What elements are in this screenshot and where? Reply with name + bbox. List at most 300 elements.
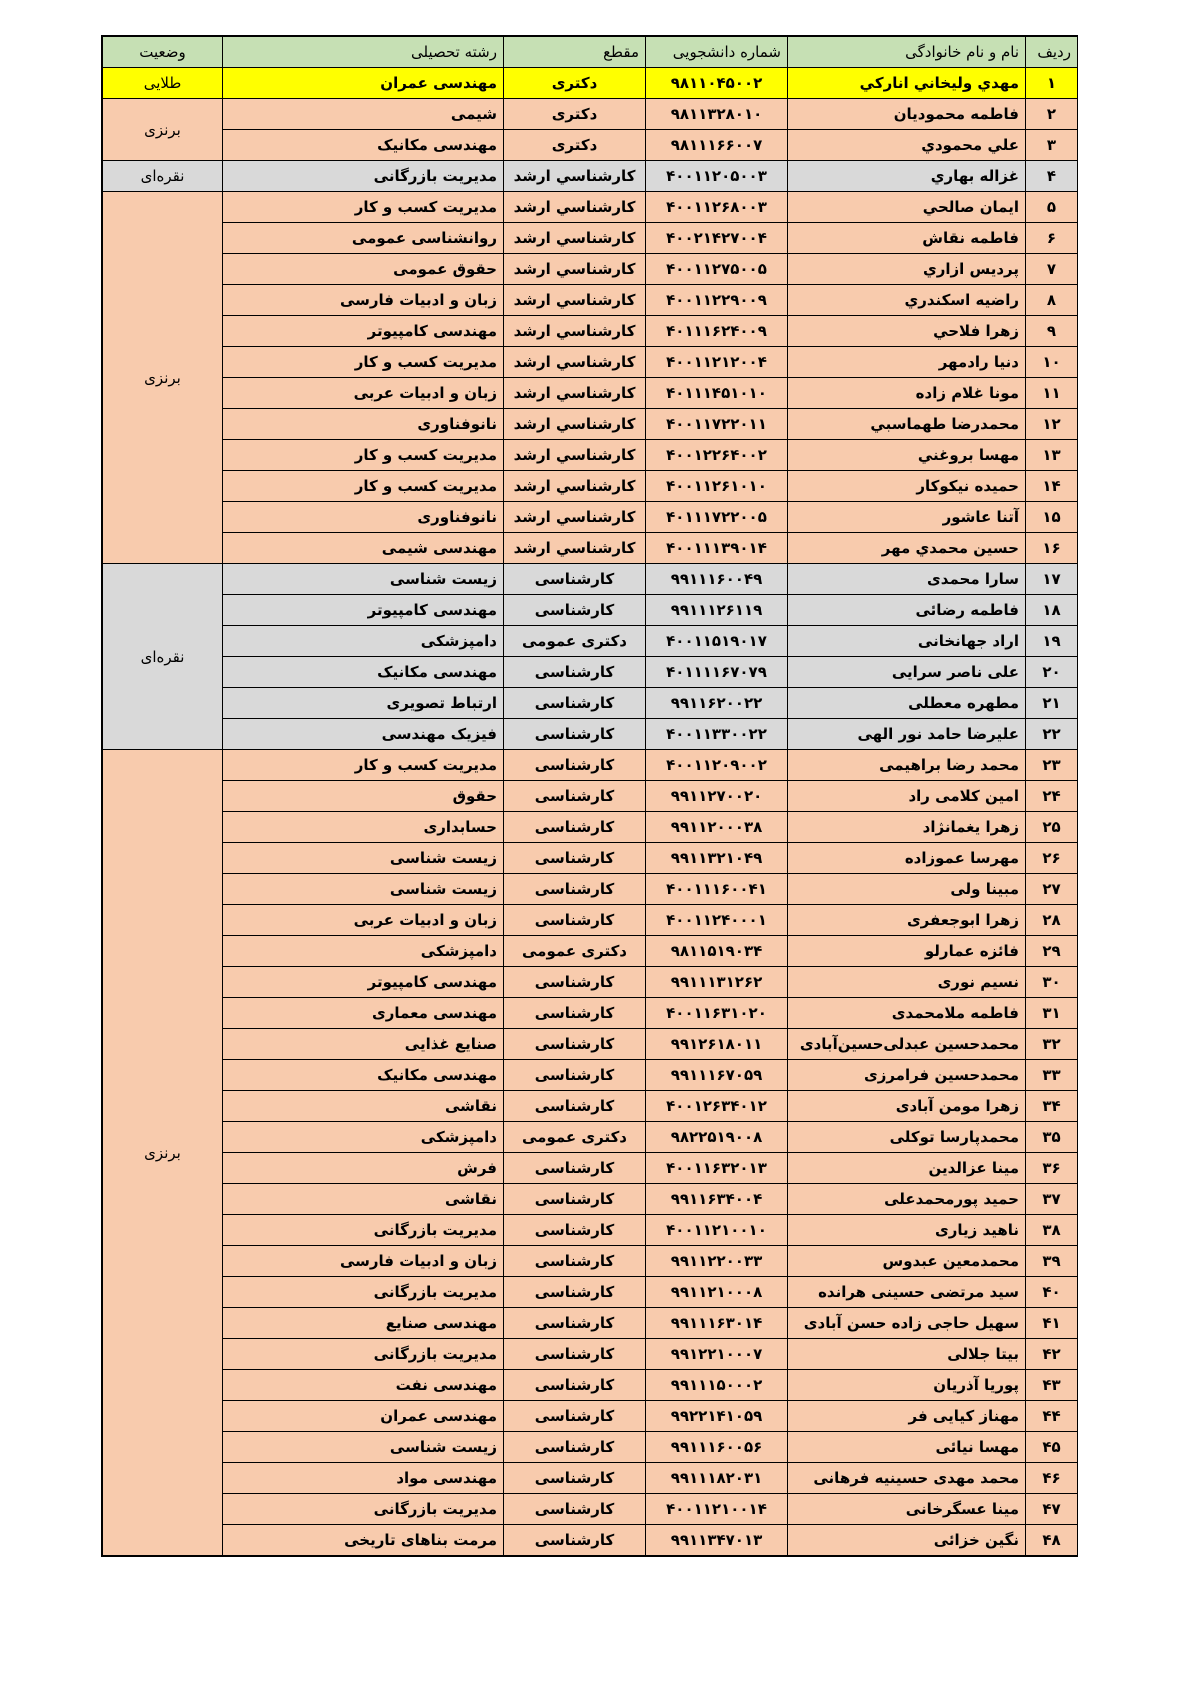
field-of-study: مدیریت بازرگانی (223, 1494, 504, 1525)
degree-level: کارشناسی (504, 1339, 646, 1370)
student-id: ۹۹۱۱۶۳۴۰۰۴ (646, 1184, 788, 1215)
student-id: ۹۹۱۱۱۵۰۰۰۲ (646, 1370, 788, 1401)
field-of-study: دامپزشکی (223, 626, 504, 657)
degree-level: کارشناسي ارشد (504, 378, 646, 409)
header-idx: ردیف (1026, 37, 1078, 68)
degree-level: کارشناسی (504, 1401, 646, 1432)
student-name: محمدحسین عبدلی‌حسین‌آبادی (788, 1029, 1026, 1060)
row-index: ۱۱ (1026, 378, 1078, 409)
table-row (103, 533, 1078, 564)
row-index: ۲۰ (1026, 657, 1078, 688)
student-name: محمدمعین عبدوس (788, 1246, 1026, 1277)
field-of-study: زبان و ادبیات عربی (223, 905, 504, 936)
table-row (103, 1153, 1078, 1184)
table-row (103, 626, 1078, 657)
student-name: زهرا مومن آبادی (788, 1091, 1026, 1122)
degree-level: کارشناسی (504, 998, 646, 1029)
field-of-study: مهندسی مکانیک (223, 130, 504, 161)
student-name: علی ناصر سرایی (788, 657, 1026, 688)
degree-level: کارشناسي ارشد (504, 471, 646, 502)
degree-level: دکتری عمومی (504, 626, 646, 657)
row-index: ۴۱ (1026, 1308, 1078, 1339)
field-of-study: مهندسی عمران (223, 1401, 504, 1432)
student-name: پرديس ازاري (788, 254, 1026, 285)
student-id: ۹۸۱۱۰۴۵۰۰۲ (646, 68, 788, 99)
field-of-study: فرش (223, 1153, 504, 1184)
student-name: نگین خزائی (788, 1525, 1026, 1556)
row-index: ۴۲ (1026, 1339, 1078, 1370)
field-of-study: مدیریت کسب و کار (223, 750, 504, 781)
student-name: محمدرضا طهماسبي (788, 409, 1026, 440)
degree-level: کارشناسی (504, 1525, 646, 1556)
table-row (103, 223, 1078, 254)
row-index: ۱ (1026, 68, 1078, 99)
student-name: محمدحسین فرامرزی (788, 1060, 1026, 1091)
field-of-study: مهندسی کامپیوتر (223, 595, 504, 626)
table-row (103, 1184, 1078, 1215)
table-row (103, 750, 1078, 781)
student-id: ۹۹۱۲۶۱۸۰۱۱ (646, 1029, 788, 1060)
row-index: ۲۵ (1026, 812, 1078, 843)
student-name: مهسا نیائی (788, 1432, 1026, 1463)
student-id: ۴۰۱۱۱۷۲۲۰۰۵ (646, 502, 788, 533)
field-of-study: مدیریت بازرگانی (223, 1339, 504, 1370)
table-row (103, 1525, 1078, 1556)
row-index: ۳۰ (1026, 967, 1078, 998)
row-index: ۸ (1026, 285, 1078, 316)
field-of-study: مهندسی معماری (223, 998, 504, 1029)
field-of-study: مهندسی کامپیوتر (223, 316, 504, 347)
student-id: ۹۸۱۱۳۲۸۰۱۰ (646, 99, 788, 130)
degree-level: دکتری عمومی (504, 1122, 646, 1153)
student-name: حميده نيکوکار (788, 471, 1026, 502)
degree-level: کارشناسي ارشد (504, 192, 646, 223)
field-of-study: زیست شناسی (223, 564, 504, 595)
student-id: ۴۰۰۱۱۲۶۸۰۰۳ (646, 192, 788, 223)
table-row (103, 1215, 1078, 1246)
student-id: ۴۰۱۱۱۶۲۴۰۰۹ (646, 316, 788, 347)
table-row (103, 1401, 1078, 1432)
student-name: مینا عسگرخانی (788, 1494, 1026, 1525)
student-id: ۹۹۱۱۳۲۱۰۴۹ (646, 843, 788, 874)
student-name: زهرا فلاحي (788, 316, 1026, 347)
field-of-study: روانشناسی عمومی (223, 223, 504, 254)
row-index: ۳۹ (1026, 1246, 1078, 1277)
row-index: ۷ (1026, 254, 1078, 285)
student-name: نسیم نوری (788, 967, 1026, 998)
degree-level: کارشناسي ارشد (504, 254, 646, 285)
table-row (103, 471, 1078, 502)
table-row (103, 1246, 1078, 1277)
student-id: ۴۰۰۱۱۷۲۲۰۱۱ (646, 409, 788, 440)
table-body (103, 68, 1078, 1556)
field-of-study: ارتباط تصویری (223, 688, 504, 719)
table-row (103, 595, 1078, 626)
student-id: ۴۰۰۲۱۴۲۷۰۰۴ (646, 223, 788, 254)
row-index: ۲۴ (1026, 781, 1078, 812)
status-badge: طلایی (103, 68, 223, 99)
status-badge: برنزی (103, 192, 223, 564)
table-row (103, 99, 1078, 130)
field-of-study: زیست شناسی (223, 1432, 504, 1463)
degree-level: کارشناسی (504, 1277, 646, 1308)
degree-level: دکتری (504, 130, 646, 161)
table-row (103, 1370, 1078, 1401)
row-index: ۶ (1026, 223, 1078, 254)
table-row (103, 998, 1078, 1029)
student-id: ۹۹۱۱۱۶۷۰۵۹ (646, 1060, 788, 1091)
student-name: زهرا یغمانژاد (788, 812, 1026, 843)
header-status: وضعیت (103, 37, 223, 68)
row-index: ۲۶ (1026, 843, 1078, 874)
student-id: ۹۹۱۱۱۸۲۰۳۱ (646, 1463, 788, 1494)
row-index: ۳ (1026, 130, 1078, 161)
degree-level: کارشناسی (504, 1060, 646, 1091)
field-of-study: نانوفناوری (223, 502, 504, 533)
student-id: ۹۹۱۱۲۷۰۰۲۰ (646, 781, 788, 812)
field-of-study: مهندسی مکانیک (223, 657, 504, 688)
row-index: ۱۲ (1026, 409, 1078, 440)
row-index: ۲۲ (1026, 719, 1078, 750)
student-name: سید مرتضی حسینی هرانده (788, 1277, 1026, 1308)
student-name: مهناز کیایی فر (788, 1401, 1026, 1432)
student-id: ۹۹۱۱۱۲۶۱۱۹ (646, 595, 788, 626)
row-index: ۳۳ (1026, 1060, 1078, 1091)
student-id: ۴۰۰۱۱۲۴۰۰۰۱ (646, 905, 788, 936)
student-id: ۹۹۱۱۲۲۰۰۳۳ (646, 1246, 788, 1277)
row-index: ۱۵ (1026, 502, 1078, 533)
table-row (103, 1091, 1078, 1122)
table-row (103, 1277, 1078, 1308)
table-row (103, 936, 1078, 967)
table-row (103, 657, 1078, 688)
student-id: ۴۰۰۱۱۶۳۲۰۱۳ (646, 1153, 788, 1184)
degree-level: کارشناسی (504, 1494, 646, 1525)
degree-level: کارشناسی (504, 1153, 646, 1184)
student-name: آتنا عاشور (788, 502, 1026, 533)
degree-level: کارشناسی (504, 1463, 646, 1494)
degree-level: کارشناسي ارشد (504, 533, 646, 564)
degree-level: کارشناسی (504, 750, 646, 781)
student-name: اراد جهانخانی (788, 626, 1026, 657)
row-index: ۳۸ (1026, 1215, 1078, 1246)
table-row (103, 1122, 1078, 1153)
field-of-study: دامپزشکی (223, 1122, 504, 1153)
degree-level: کارشناسی (504, 688, 646, 719)
student-name: مبینا ولی (788, 874, 1026, 905)
degree-level: دکتری عمومی (504, 936, 646, 967)
degree-level: کارشناسی (504, 781, 646, 812)
student-table (102, 36, 1078, 1556)
degree-level: کارشناسي ارشد (504, 285, 646, 316)
degree-level: کارشناسي ارشد (504, 223, 646, 254)
header-student-id: شماره دانشجویی (646, 37, 788, 68)
table-row (103, 1432, 1078, 1463)
table-row (103, 781, 1078, 812)
student-name: راضيه اسکندري (788, 285, 1026, 316)
degree-level: کارشناسي ارشد (504, 347, 646, 378)
student-name: سهیل حاجی زاده حسن آبادی (788, 1308, 1026, 1339)
degree-level: کارشناسي ارشد (504, 161, 646, 192)
field-of-study: مهندسی مکانیک (223, 1060, 504, 1091)
row-index: ۴۳ (1026, 1370, 1078, 1401)
student-name: مونا غلام زاده (788, 378, 1026, 409)
student-name: محمد مهدی حسینیه فرهانی (788, 1463, 1026, 1494)
row-index: ۴۶ (1026, 1463, 1078, 1494)
table-row (103, 719, 1078, 750)
degree-level: دکتری (504, 68, 646, 99)
student-name: محمد رضا براهیمی (788, 750, 1026, 781)
student-id: ۹۹۱۱۱۶۳۰۱۴ (646, 1308, 788, 1339)
header-field: رشته تحصیلی (223, 37, 504, 68)
student-name: محمدپارسا توکلی (788, 1122, 1026, 1153)
field-of-study: نانوفناوری (223, 409, 504, 440)
student-name: حمید پورمحمدعلی (788, 1184, 1026, 1215)
table-row (103, 1060, 1078, 1091)
table-row (103, 161, 1078, 192)
table-row (103, 285, 1078, 316)
student-name: فاطمه ملامحمدی (788, 998, 1026, 1029)
degree-level: دکتری (504, 99, 646, 130)
student-id: ۴۰۰۱۱۲۱۰۰۱۰ (646, 1215, 788, 1246)
table-row (103, 316, 1078, 347)
student-id: ۴۰۰۱۱۲۱۲۰۰۴ (646, 347, 788, 378)
status-badge: نقره‌ای (103, 161, 223, 192)
student-id: ۴۰۰۱۱۶۳۱۰۲۰ (646, 998, 788, 1029)
degree-level: کارشناسی (504, 657, 646, 688)
student-name: امین کلامی راد (788, 781, 1026, 812)
student-id: ۴۰۱۱۱۱۶۷۰۷۹ (646, 657, 788, 688)
field-of-study: مهندسی صنایع (223, 1308, 504, 1339)
table-row (103, 843, 1078, 874)
header-grade: مقطع (504, 37, 646, 68)
field-of-study: مدیریت کسب و کار (223, 192, 504, 223)
student-name: علیرضا حامد نور الهی (788, 719, 1026, 750)
student-name: مطهره معطلی (788, 688, 1026, 719)
degree-level: کارشناسی (504, 843, 646, 874)
student-name: سارا محمدی (788, 564, 1026, 595)
degree-level: کارشناسی (504, 595, 646, 626)
table-row (103, 409, 1078, 440)
student-id: ۹۸۱۱۵۱۹۰۳۴ (646, 936, 788, 967)
row-index: ۲۸ (1026, 905, 1078, 936)
field-of-study: زیست شناسی (223, 874, 504, 905)
degree-level: کارشناسی (504, 1029, 646, 1060)
degree-level: کارشناسی (504, 1184, 646, 1215)
student-name: حسين محمدي مهر (788, 533, 1026, 564)
degree-level: کارشناسی (504, 1091, 646, 1122)
student-id: ۹۸۲۲۵۱۹۰۰۸ (646, 1122, 788, 1153)
table-row (103, 1463, 1078, 1494)
field-of-study: نقاشی (223, 1184, 504, 1215)
row-index: ۱۸ (1026, 595, 1078, 626)
degree-level: کارشناسی (504, 719, 646, 750)
field-of-study: صنایع غذایی (223, 1029, 504, 1060)
student-id: ۴۰۱۱۱۴۵۱۰۱۰ (646, 378, 788, 409)
degree-level: کارشناسی (504, 905, 646, 936)
row-index: ۱۰ (1026, 347, 1078, 378)
table-row (103, 1308, 1078, 1339)
table-row (103, 130, 1078, 161)
row-index: ۴ (1026, 161, 1078, 192)
degree-level: کارشناسي ارشد (504, 316, 646, 347)
student-name: غزاله بهاري (788, 161, 1026, 192)
student-id: ۴۰۰۱۱۲۶۱۰۱۰ (646, 471, 788, 502)
table-row (103, 874, 1078, 905)
row-index: ۱۷ (1026, 564, 1078, 595)
table-row (103, 1494, 1078, 1525)
row-index: ۱۶ (1026, 533, 1078, 564)
student-id: ۹۹۱۱۳۴۷۰۱۳ (646, 1525, 788, 1556)
row-index: ۲ (1026, 99, 1078, 130)
student-name: فائزه عمارلو (788, 936, 1026, 967)
student-id: ۹۹۱۱۱۶۰۰۴۹ (646, 564, 788, 595)
field-of-study: زبان و ادبیات فارسی (223, 1246, 504, 1277)
student-name: مهسا بروغني (788, 440, 1026, 471)
field-of-study: فیزیک مهندسی (223, 719, 504, 750)
degree-level: کارشناسي ارشد (504, 409, 646, 440)
student-id: ۴۰۰۱۲۲۶۴۰۰۲ (646, 440, 788, 471)
student-id: ۹۹۱۱۱۳۱۲۶۲ (646, 967, 788, 998)
table-row (103, 502, 1078, 533)
table-row (103, 68, 1078, 99)
degree-level: کارشناسی (504, 1215, 646, 1246)
student-name: مینا عزالدین (788, 1153, 1026, 1184)
row-index: ۳۷ (1026, 1184, 1078, 1215)
row-index: ۳۶ (1026, 1153, 1078, 1184)
field-of-study: مهندسی عمران (223, 68, 504, 99)
student-name: فاطمه رضائی (788, 595, 1026, 626)
field-of-study: مدیریت بازرگانی (223, 1277, 504, 1308)
row-index: ۲۱ (1026, 688, 1078, 719)
student-name: فاطمه محموديان (788, 99, 1026, 130)
student-id: ۴۰۰۱۱۲۱۰۰۱۴ (646, 1494, 788, 1525)
field-of-study: دامپزشکی (223, 936, 504, 967)
student-id: ۹۹۲۲۱۴۱۰۵۹ (646, 1401, 788, 1432)
degree-level: کارشناسی (504, 812, 646, 843)
student-name: فاطمه نقاش (788, 223, 1026, 254)
student-name: دنيا رادمهر (788, 347, 1026, 378)
field-of-study: حقوق عمومی (223, 254, 504, 285)
status-badge: برنزی (103, 750, 223, 1556)
row-index: ۳۵ (1026, 1122, 1078, 1153)
row-index: ۲۷ (1026, 874, 1078, 905)
row-index: ۹ (1026, 316, 1078, 347)
student-id: ۹۹۱۱۶۲۰۰۲۲ (646, 688, 788, 719)
degree-level: کارشناسی (504, 564, 646, 595)
field-of-study: مدیریت کسب و کار (223, 347, 504, 378)
table-row (103, 378, 1078, 409)
field-of-study: زیست شناسی (223, 843, 504, 874)
row-index: ۱۳ (1026, 440, 1078, 471)
student-id: ۴۰۰۱۱۱۶۰۰۴۱ (646, 874, 788, 905)
degree-level: کارشناسی (504, 967, 646, 998)
student-id: ۴۰۰۱۲۶۳۴۰۱۲ (646, 1091, 788, 1122)
student-id: ۹۹۱۲۲۱۰۰۰۷ (646, 1339, 788, 1370)
student-id: ۴۰۰۱۱۲۰۵۰۰۳ (646, 161, 788, 192)
student-name: زهرا ابوجعفری (788, 905, 1026, 936)
field-of-study: نقاشی (223, 1091, 504, 1122)
field-of-study: زبان و ادبیات عربی (223, 378, 504, 409)
row-index: ۴۴ (1026, 1401, 1078, 1432)
student-id: ۹۸۱۱۱۶۶۰۰۷ (646, 130, 788, 161)
degree-level: کارشناسی (504, 1246, 646, 1277)
table-row (103, 1339, 1078, 1370)
field-of-study: شیمی (223, 99, 504, 130)
student-name: پوریا آذریان (788, 1370, 1026, 1401)
field-of-study: حقوق (223, 781, 504, 812)
field-of-study: مهندسی شیمی (223, 533, 504, 564)
student-name: مهدي وليخاني انارکي (788, 68, 1026, 99)
field-of-study: مهندسی مواد (223, 1463, 504, 1494)
degree-level: کارشناسي ارشد (504, 502, 646, 533)
row-index: ۱۴ (1026, 471, 1078, 502)
degree-level: کارشناسی (504, 1308, 646, 1339)
student-id: ۴۰۰۱۱۳۳۰۰۲۲ (646, 719, 788, 750)
student-id: ۴۰۰۱۱۲۷۵۰۰۵ (646, 254, 788, 285)
row-index: ۴۷ (1026, 1494, 1078, 1525)
student-name: ايمان صالحي (788, 192, 1026, 223)
field-of-study: مدیریت کسب و کار (223, 471, 504, 502)
table-row (103, 192, 1078, 223)
row-index: ۲۹ (1026, 936, 1078, 967)
table-row (103, 812, 1078, 843)
row-index: ۳۱ (1026, 998, 1078, 1029)
field-of-study: حسابداری (223, 812, 504, 843)
student-id: ۹۹۱۱۱۶۰۰۵۶ (646, 1432, 788, 1463)
field-of-study: مدیریت کسب و کار (223, 440, 504, 471)
table-row (103, 347, 1078, 378)
row-index: ۳۴ (1026, 1091, 1078, 1122)
table-row (103, 905, 1078, 936)
degree-level: کارشناسی (504, 1432, 646, 1463)
row-index: ۱۹ (1026, 626, 1078, 657)
student-id: ۴۰۰۱۱۵۱۹۰۱۷ (646, 626, 788, 657)
field-of-study: مرمت بناهای تاریخی (223, 1525, 504, 1556)
row-index: ۴۵ (1026, 1432, 1078, 1463)
table-row (103, 1029, 1078, 1060)
field-of-study: مدیریت بازرگانی (223, 1215, 504, 1246)
row-index: ۴۰ (1026, 1277, 1078, 1308)
table-row (103, 967, 1078, 998)
student-name: بیتا جلالی (788, 1339, 1026, 1370)
student-name: مهرسا عموزاده (788, 843, 1026, 874)
field-of-study: مهندسی نفت (223, 1370, 504, 1401)
field-of-study: مهندسی کامپیوتر (223, 967, 504, 998)
degree-level: کارشناسي ارشد (504, 440, 646, 471)
header-name: نام و نام خانوادگی (788, 37, 1026, 68)
student-id: ۴۰۰۱۱۲۲۹۰۰۹ (646, 285, 788, 316)
student-id: ۴۰۰۱۱۲۰۹۰۰۲ (646, 750, 788, 781)
student-id: ۹۹۱۱۲۰۰۰۳۸ (646, 812, 788, 843)
row-index: ۳۲ (1026, 1029, 1078, 1060)
table-row (103, 564, 1078, 595)
student-table-sheet (101, 35, 1078, 1557)
student-id: ۹۹۱۱۲۱۰۰۰۸ (646, 1277, 788, 1308)
table-row (103, 254, 1078, 285)
header-row (103, 37, 1078, 68)
row-index: ۴۸ (1026, 1525, 1078, 1556)
student-name: ناهید زیاری (788, 1215, 1026, 1246)
student-id: ۴۰۰۱۱۱۳۹۰۱۴ (646, 533, 788, 564)
status-badge: برنزی (103, 99, 223, 161)
row-index: ۲۳ (1026, 750, 1078, 781)
field-of-study: مدیریت بازرگانی (223, 161, 504, 192)
degree-level: کارشناسی (504, 1370, 646, 1401)
row-index: ۵ (1026, 192, 1078, 223)
student-name: علي محمودي (788, 130, 1026, 161)
degree-level: کارشناسی (504, 874, 646, 905)
